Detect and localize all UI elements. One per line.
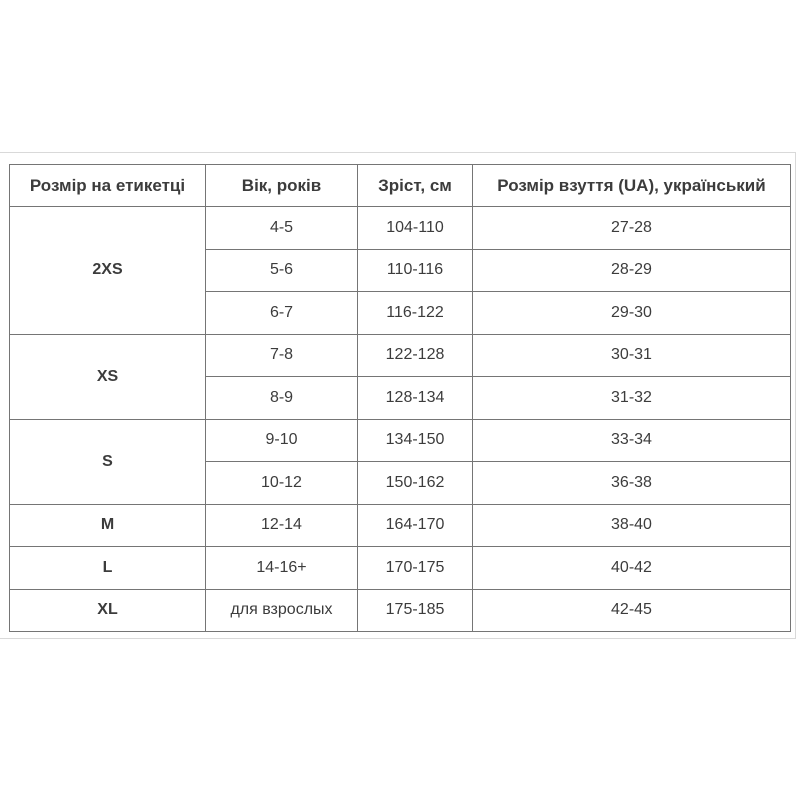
cell-age: 14-16+	[206, 547, 358, 590]
cell-shoe-size: 29-30	[473, 292, 791, 335]
cell-height: 164-170	[358, 504, 473, 547]
cell-age: 9-10	[206, 419, 358, 462]
table-row	[10, 547, 791, 590]
cell-height: 128-134	[358, 377, 473, 420]
cell-age: 4-5	[206, 207, 358, 250]
cell-age: 12-14	[206, 504, 358, 547]
table-row	[10, 504, 791, 547]
cell-shoe-size: 40-42	[473, 547, 791, 590]
cell-height: 170-175	[358, 547, 473, 590]
column-header-age: Вік, років	[206, 165, 358, 207]
size-chart-table	[9, 164, 791, 632]
cell-age: 8-9	[206, 377, 358, 420]
table-row	[10, 419, 791, 462]
cell-shoe-size: 31-32	[473, 377, 791, 420]
table-row	[10, 334, 791, 377]
column-header-size: Розмір на етикетці	[10, 165, 206, 207]
cell-age: 6-7	[206, 292, 358, 335]
size-label-m: M	[10, 504, 206, 547]
cell-shoe-size: 28-29	[473, 249, 791, 292]
cell-height: 110-116	[358, 249, 473, 292]
cell-shoe-size: 33-34	[473, 419, 791, 462]
cell-height: 134-150	[358, 419, 473, 462]
table-row	[10, 207, 791, 250]
cell-shoe-size: 30-31	[473, 334, 791, 377]
cell-age: 7-8	[206, 334, 358, 377]
cell-height: 122-128	[358, 334, 473, 377]
cell-height: 104-110	[358, 207, 473, 250]
table-row	[10, 589, 791, 632]
size-label-l: L	[10, 547, 206, 590]
cell-shoe-size: 27-28	[473, 207, 791, 250]
cell-age: 10-12	[206, 462, 358, 505]
column-header-height: Зріст, см	[358, 165, 473, 207]
cell-height: 116-122	[358, 292, 473, 335]
header-row	[10, 165, 791, 207]
cell-shoe-size: 38-40	[473, 504, 791, 547]
cell-height: 150-162	[358, 462, 473, 505]
column-header-shoe-size: Розмір взуття (UA), український	[473, 165, 791, 207]
size-label-xs: XS	[10, 334, 206, 419]
cell-shoe-size: 36-38	[473, 462, 791, 505]
size-label-s: S	[10, 419, 206, 504]
cell-shoe-size: 42-45	[473, 589, 791, 632]
cell-height: 175-185	[358, 589, 473, 632]
cell-age: для взрослых	[206, 589, 358, 632]
cell-age: 5-6	[206, 249, 358, 292]
size-label-2xs: 2XS	[10, 207, 206, 335]
size-label-xl: XL	[10, 589, 206, 632]
